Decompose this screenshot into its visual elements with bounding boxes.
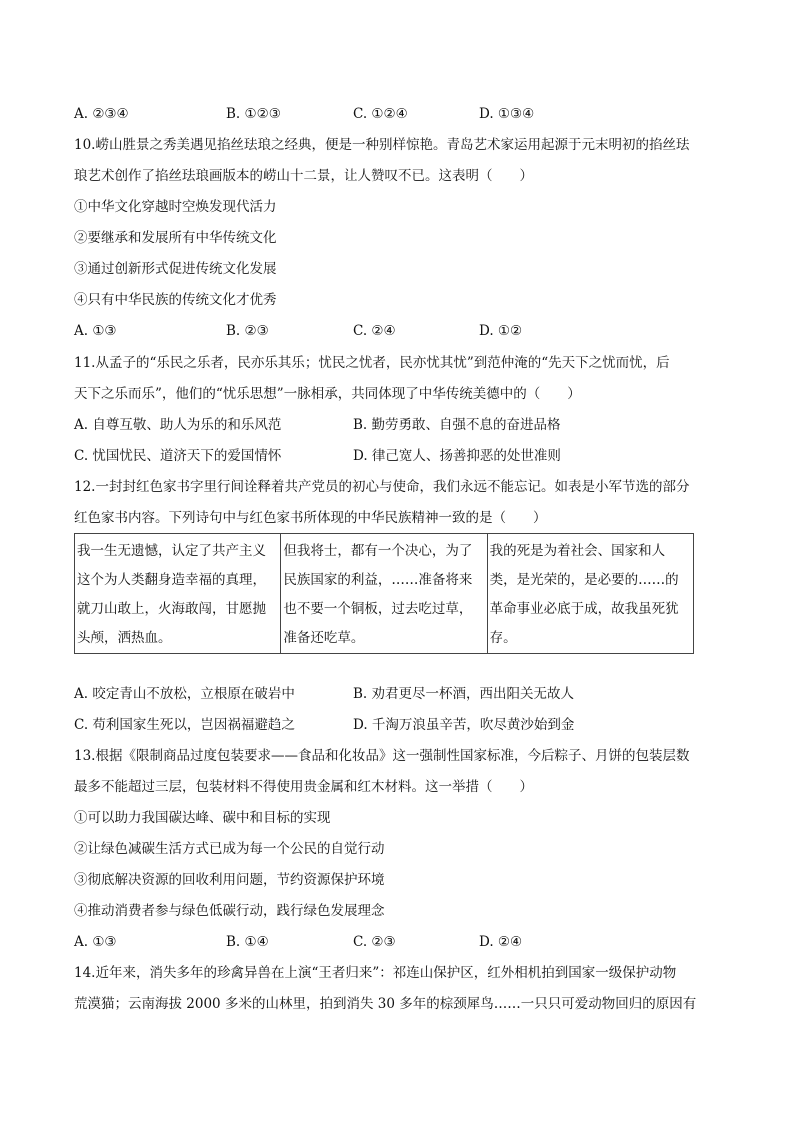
q12-option-d: D. 千淘万浪虽辛苦，吹尽黄沙始到金 bbox=[353, 717, 575, 733]
red-letter-1: 我一生无遗憾，认定了共产主义这个为人类翻身造幸福的真理，就刀山敢上，火海敢闯，甘愿抛头颅，洒热血。 bbox=[75, 534, 281, 654]
q10-options bbox=[74, 323, 734, 339]
q13-stem-line-2: 最多不能超过三层，包装材料不得使用贵金属和红木材料。这一举措（ ） bbox=[74, 779, 533, 795]
q11-stem-line-1: 11.从孟子的“乐民之乐者，民亦乐其乐；忧民之忧者，民亦忧其忧”到范仲淹的“先天下之忧而忧，后 bbox=[74, 355, 670, 371]
q13-statement-1: ①可以助力我国碳达峰、碳中和目标的实现 bbox=[74, 810, 331, 826]
q12-option-c: C. 苟利国家生死以，岂因祸福避趋之 bbox=[74, 717, 295, 733]
q13-statement-3: ③彻底解决资源的回收利用问题，节约资源保护环境 bbox=[74, 872, 385, 888]
q14-stem-line-2: 荒漠猫；云南海拔 2000 多米的山林里，拍到消失 30 多年的棕颈犀鸟……一只只可爱动物回归的原因有 bbox=[74, 996, 697, 1012]
q11-stem-line-2: 天下之乐而乐”，他们的“忧乐思想”一脉相承，共同体现了中华传统美德中的（ ） bbox=[74, 386, 581, 402]
q14-stem-line-1: 14.近年来，消失多年的珍禽异兽在上演“王者归来”：祁连山保护区，红外相机拍到国家一级保护动物 bbox=[74, 965, 677, 981]
q11-options-row-1 bbox=[74, 417, 734, 433]
q13-statement-2: ②让绿色减碳生活方式已成为每一个公民的自觉行动 bbox=[74, 841, 385, 857]
q10-stem-line-2: 琅艺术创作了掐丝珐琅画版本的崂山十二景，让人赞叹不已。这表明（ ） bbox=[74, 168, 533, 184]
q13-option-a: A. ①③ bbox=[74, 934, 117, 950]
q9-option-a: A. ②③④ bbox=[74, 106, 129, 122]
q10-option-b: B. ②③ bbox=[226, 323, 269, 339]
q13-stem-line-1: 13.根据《限制商品过度包装要求——食品和化妆品》这一强制性国家标准，今后粽子、月饼的包装层数 bbox=[74, 748, 690, 764]
q12-option-b: B. 劝君更尽一杯酒，西出阳关无故人 bbox=[353, 686, 575, 702]
q10-statement-4: ④只有中华民族的传统文化才优秀 bbox=[74, 292, 277, 308]
q12-options-row-2 bbox=[74, 717, 734, 733]
q10-option-a: A. ①③ bbox=[74, 323, 117, 339]
q11-options-row-2 bbox=[74, 448, 734, 464]
q13-option-b: B. ①④ bbox=[226, 934, 269, 950]
q11-option-d: D. 律己宽人、扬善抑恶的处世准则 bbox=[353, 448, 561, 464]
q12-stem-line-2: 红色家书内容。下列诗句中与红色家书所体现的中华民族精神一致的是（ ） bbox=[74, 510, 547, 526]
q10-option-c: C. ②④ bbox=[353, 323, 396, 339]
red-letters-row bbox=[75, 534, 694, 654]
q12-stem-line-1: 12.一封封红色家书字里行间诠释着共产党员的初心与使命，我们永远不能忘记。如表是小军节选的部分 bbox=[74, 479, 690, 495]
q12-options-row-1 bbox=[74, 686, 734, 702]
q13-statement-4: ④推动消费者参与绿色低碳行动，践行绿色发展理念 bbox=[74, 903, 385, 919]
q11-option-c: C. 忧国忧民、道济天下的爱国情怀 bbox=[74, 448, 282, 464]
red-letters-table bbox=[74, 533, 694, 654]
q10-statement-2: ②要继承和发展所有中华传统文化 bbox=[74, 230, 277, 246]
q13-options bbox=[74, 934, 734, 950]
q9-options bbox=[74, 106, 734, 122]
q10-statement-1: ①中华文化穿越时空焕发现代活力 bbox=[74, 199, 277, 215]
q9-option-d: D. ①③④ bbox=[479, 106, 535, 122]
q10-stem-line-1: 10.崂山胜景之秀美遇见掐丝珐琅之经典，便是一种别样惊艳。青岛艺术家运用起源于元末明初的掐丝珐 bbox=[74, 137, 690, 153]
q12-option-a: A. 咬定青山不放松，立根原在破岩中 bbox=[74, 686, 295, 702]
q11-option-a: A. 自尊互敬、助人为乐的和乐风范 bbox=[74, 417, 282, 433]
q13-option-d: D. ②④ bbox=[479, 934, 523, 950]
q10-statement-3: ③通过创新形式促进传统文化发展 bbox=[74, 261, 277, 277]
red-letter-3: 我的死是为着社会、国家和人类，是光荣的，是必要的……的革命事业必底于成，故我虽死犹存。 bbox=[487, 534, 693, 654]
q10-option-d: D. ①② bbox=[479, 323, 523, 339]
q11-option-b: B. 勤劳勇敢、自强不息的奋进品格 bbox=[353, 417, 561, 433]
q13-option-c: C. ②③ bbox=[353, 934, 396, 950]
q9-option-c: C. ①②④ bbox=[353, 106, 408, 122]
q9-option-b: B. ①②③ bbox=[226, 106, 281, 122]
red-letter-2: 但我将士，都有一个决心，为了民族国家的利益，……准备将来也不要一个铜板，过去吃过草，准备还吃草。 bbox=[281, 534, 487, 654]
